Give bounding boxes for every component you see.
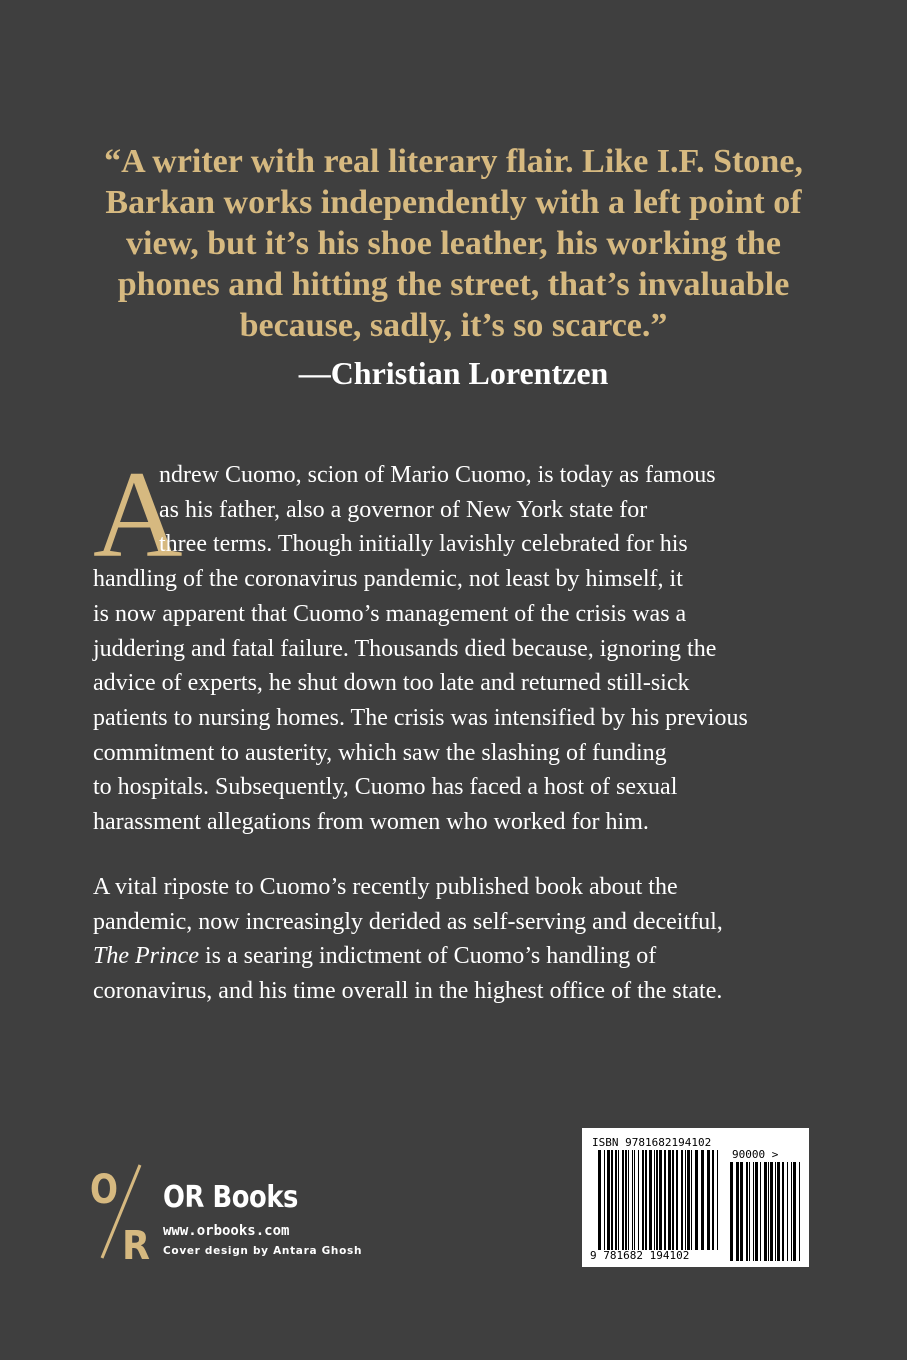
barcode-bar (604, 1150, 605, 1250)
quote-line: “A writer with real literary flair. Like I.F. Stone, (104, 143, 803, 180)
barcode-bar (634, 1150, 635, 1250)
barcode-bar (787, 1162, 788, 1261)
barcode-digits: 9 781682 194102 (590, 1249, 690, 1262)
description-line: commitment to austerity, which saw the slashing of funding (93, 739, 667, 766)
barcode-bar (755, 1162, 758, 1261)
barcode-bar (654, 1150, 655, 1250)
barcode-bar (730, 1162, 733, 1261)
svg-text:R: R (122, 1223, 150, 1260)
isbn-label: ISBN 9781682194102 (592, 1136, 712, 1149)
book-title: The Prince (93, 943, 199, 970)
barcode-bar (777, 1162, 780, 1261)
pull-quote (60, 141, 847, 346)
description-line (93, 939, 813, 974)
description-line: handling of the coronavirus pandemic, not least by himself, it (93, 566, 683, 593)
barcode-bar (749, 1162, 750, 1261)
barcode-bar (607, 1150, 610, 1250)
quote-line: because, sadly, it’s so scarce.” (239, 307, 668, 344)
barcode-bar (615, 1150, 617, 1250)
barcode-bar (701, 1150, 704, 1250)
barcode-bar (707, 1150, 710, 1250)
price-code: 90000 > (732, 1148, 779, 1161)
description-line: A vital riposte to Cuomo’s recently published book about the (93, 874, 678, 900)
barcode-bar (753, 1162, 754, 1261)
description-line-rest: is a searing indictment of Cuomo’s handling of (198, 943, 657, 970)
barcode-bar (793, 1162, 796, 1261)
description-line: is now apparent that Cuomo’s management of the crisis was a (93, 600, 687, 627)
barcode-bar (736, 1162, 739, 1261)
description-line: as his father, also a governor of New York state for (159, 496, 648, 523)
description-paragraph-2 (93, 870, 813, 1009)
quote-line: phones and hitting the street, that’s invaluable (117, 266, 790, 303)
barcode-bar (775, 1162, 776, 1261)
barcode-bar (632, 1150, 633, 1250)
description-paragraph-1 (93, 446, 813, 840)
description-line: advice of experts, he shut down too late and returned still-sick (93, 670, 690, 697)
description-line: harassment allegations from women who worked for him. (93, 809, 649, 836)
publisher-url: www.orbooks.com (163, 1223, 290, 1239)
barcode-bar (685, 1150, 686, 1250)
barcode-bar (638, 1150, 639, 1250)
barcode-bar (664, 1150, 666, 1250)
barcode-bar (668, 1150, 671, 1250)
publisher-name: OR Books (163, 1180, 298, 1215)
barcode-bar (782, 1162, 784, 1261)
barcode-bar (695, 1150, 698, 1250)
barcode-bar (598, 1150, 601, 1250)
barcode-bar (659, 1150, 662, 1250)
description-line: ndrew Cuomo, scion of Mario Cuomo, is today as famous (159, 462, 716, 488)
description-line: coronavirus, and his time overall in the highest office of the state. (93, 978, 723, 1005)
barcode-bar (760, 1162, 761, 1261)
barcode-bar (746, 1162, 748, 1261)
barcode-bar (622, 1150, 624, 1250)
quote-line: Barkan works independently with a left point of (105, 184, 802, 221)
barcode-bar (645, 1150, 647, 1250)
barcode-bar (681, 1150, 683, 1250)
or-books-logo (90, 1163, 150, 1260)
quote-line: view, but it’s his shoe leather, his working the (126, 225, 781, 262)
barcode-bar (691, 1150, 692, 1250)
description-line: pandemic, now increasingly derided as self-serving and deceitful, (93, 908, 723, 935)
barcode-bar (628, 1150, 629, 1250)
quote-attribution: —Christian Lorentzen (298, 355, 609, 391)
addon-barcode-bars (730, 1162, 800, 1261)
barcode-bar (712, 1150, 714, 1250)
barcode-bar (618, 1150, 619, 1250)
barcode-bar (649, 1150, 652, 1250)
barcode-bar (717, 1150, 718, 1250)
barcode-bar (672, 1150, 674, 1250)
description-line: juddering and fatal failure. Thousands died because, ignoring the (93, 635, 717, 662)
main-barcode-bars (598, 1150, 718, 1250)
barcode-bar (799, 1162, 800, 1261)
drop-cap: A (93, 446, 183, 583)
barcode-bar (676, 1150, 678, 1250)
barcode-bar (625, 1150, 627, 1250)
isbn-barcode (582, 1128, 809, 1267)
barcode-bar (642, 1150, 644, 1250)
barcode-bar (740, 1162, 743, 1261)
barcode-bar (611, 1150, 613, 1250)
cover-credit: Cover design by Antara Ghosh (163, 1245, 363, 1257)
barcode-bar (764, 1162, 767, 1261)
svg-text:O: O (90, 1167, 118, 1213)
barcode-bar (770, 1162, 773, 1261)
description-line: three terms. Though initially lavishly celebrated for his (159, 531, 688, 558)
description-line: patients to nursing homes. The crisis was intensified by his previous (93, 704, 748, 731)
barcode-bar (656, 1150, 658, 1250)
barcode-bar (768, 1162, 769, 1261)
barcode-bar (687, 1150, 690, 1250)
barcode-bar (791, 1162, 792, 1261)
description-line: to hospitals. Subsequently, Cuomo has faced a host of sexual (93, 774, 678, 801)
